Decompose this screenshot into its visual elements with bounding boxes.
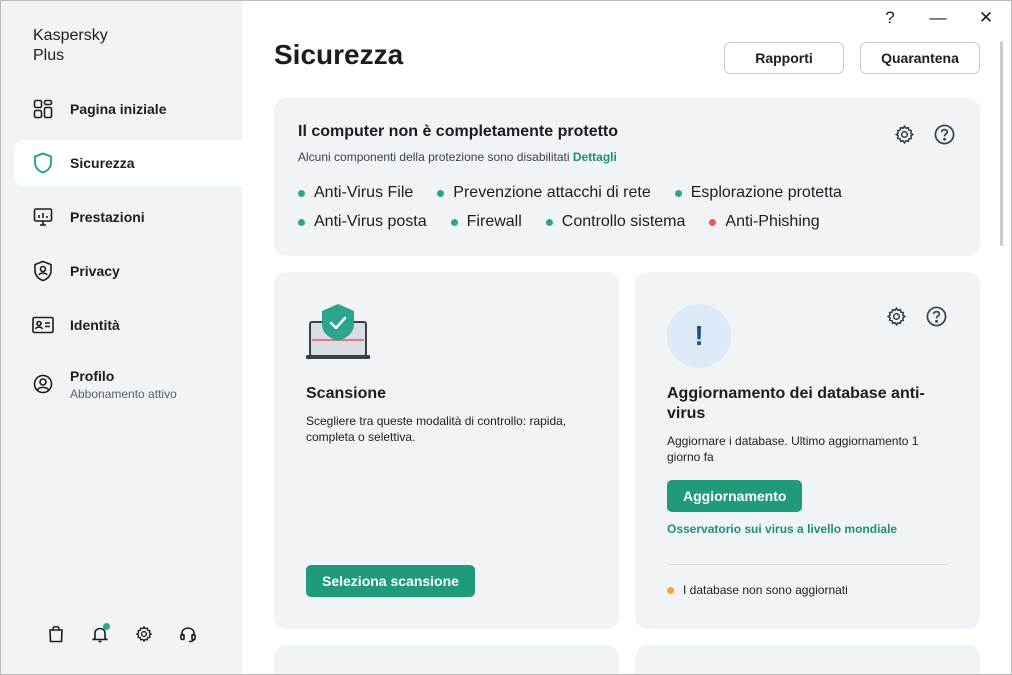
quarantine-button[interactable]: Quarantena — [860, 42, 980, 74]
laptop-shield-illustration — [306, 302, 372, 362]
status-dot-off — [709, 219, 716, 226]
protection-status-subtitle — [298, 150, 617, 164]
sidebar-item-label: Identità — [70, 317, 120, 333]
sidebar-item-privacy[interactable] — [14, 248, 242, 294]
store-bag-icon[interactable] — [45, 623, 67, 645]
component-label: Prevenzione attacchi di rete — [453, 184, 651, 201]
page-title: Sicurezza — [274, 39, 404, 70]
status-dot-on — [546, 219, 553, 226]
settings-gear-icon[interactable] — [133, 623, 155, 645]
sidebar-nav — [14, 86, 242, 420]
update-button[interactable]: Aggiornamento — [667, 480, 802, 512]
component-system-watcher — [546, 213, 686, 231]
status-dot-on — [437, 190, 444, 197]
update-description: Aggiornare i database. Ultimo aggiornamento 1 giorno fa — [667, 434, 919, 464]
profile-icon — [32, 373, 54, 395]
component-safe-browsing — [675, 184, 842, 202]
status-dot-on — [675, 190, 682, 197]
select-scan-button[interactable]: Seleziona scansione — [306, 565, 475, 597]
id-card-icon — [32, 314, 54, 336]
details-link[interactable]: Dettagli — [572, 150, 617, 164]
brand-line-1: Kaspersky — [33, 27, 108, 44]
protection-status-title: Il computer non è completamente protetto — [298, 123, 619, 140]
component-anti-phishing — [709, 213, 819, 231]
dashboard-icon — [32, 98, 54, 120]
divider — [667, 564, 949, 565]
database-status-text: I database non sono aggiornati — [683, 583, 848, 597]
protection-subtitle-text: Alcuni componenti della protezione sono disabilitati — [298, 150, 570, 164]
sidebar-item-label: Profilo — [70, 367, 115, 384]
sidebar-item-security[interactable] — [14, 140, 242, 186]
database-status — [667, 583, 848, 597]
protection-help-icon[interactable] — [933, 123, 955, 145]
close-button[interactable]: ✕ — [978, 8, 994, 27]
warning-exclamation-icon: ! — [667, 304, 731, 368]
sidebar — [1, 1, 242, 675]
next-card-right — [635, 645, 980, 675]
update-settings-gear-icon[interactable] — [885, 305, 907, 327]
reports-button[interactable]: Rapporti — [724, 42, 844, 74]
support-headset-icon[interactable] — [177, 623, 199, 645]
update-card-actions — [885, 305, 947, 327]
component-label: Anti-Virus File — [314, 184, 414, 201]
virus-watch-link[interactable]: Osservatorio sui virus a livello mondiale — [667, 522, 898, 536]
status-dot-on — [298, 219, 305, 226]
monitor-performance-icon — [32, 206, 54, 228]
sidebar-item-label: Pagina iniziale — [70, 101, 167, 117]
help-button[interactable]: ? — [885, 8, 895, 27]
status-dot-on — [298, 190, 305, 197]
shield-icon — [32, 152, 54, 174]
sidebar-item-identity[interactable] — [14, 302, 242, 348]
component-label: Anti-Virus posta — [314, 213, 427, 230]
protection-components-row-2 — [298, 213, 844, 231]
sidebar-item-performance[interactable] — [14, 194, 242, 240]
sidebar-bottom-bar — [45, 623, 199, 645]
notification-bell-icon[interactable] — [89, 623, 111, 645]
notification-dot — [103, 623, 110, 630]
component-label: Controllo sistema — [561, 213, 686, 230]
next-card-left — [274, 645, 619, 675]
status-dot-on — [451, 219, 458, 226]
privacy-shield-icon — [32, 260, 54, 282]
component-firewall — [451, 213, 522, 231]
scan-description: Scegliere tra queste modalità di controllo: rapida, completa o selettiva. — [306, 414, 567, 444]
update-help-icon[interactable] — [925, 305, 947, 327]
sidebar-item-label: Sicurezza — [70, 155, 135, 171]
sidebar-item-home[interactable] — [14, 86, 242, 132]
update-title: Aggiornamento dei database anti-virus — [667, 385, 925, 422]
window-controls — [877, 7, 999, 29]
database-update-card — [635, 272, 980, 629]
sidebar-item-profile[interactable] — [14, 356, 242, 412]
minimize-button[interactable]: — — [929, 8, 947, 27]
protection-status-card — [274, 98, 980, 256]
component-label: Anti-Phishing — [725, 213, 820, 230]
component-mail-anti-virus — [298, 213, 427, 231]
protection-settings-gear-icon[interactable] — [893, 123, 915, 145]
brand-line-2: Plus — [33, 47, 65, 64]
sidebar-item-label: Privacy — [70, 263, 120, 279]
component-network-attack-blocker — [437, 184, 650, 202]
status-dot-warning — [667, 587, 674, 594]
scan-title: Scansione — [306, 385, 387, 402]
scrollbar-thumb[interactable] — [1000, 41, 1003, 246]
scan-card — [274, 272, 619, 629]
sidebar-item-label: Prestazioni — [70, 209, 145, 225]
app-brand — [33, 26, 183, 66]
subscription-status: Abbonamento attivo — [70, 386, 177, 401]
protection-card-actions — [893, 123, 955, 145]
protection-components-row-1 — [298, 184, 866, 202]
component-label: Esplorazione protetta — [690, 184, 842, 201]
component-label: Firewall — [466, 213, 522, 230]
component-anti-virus-file — [298, 184, 413, 202]
